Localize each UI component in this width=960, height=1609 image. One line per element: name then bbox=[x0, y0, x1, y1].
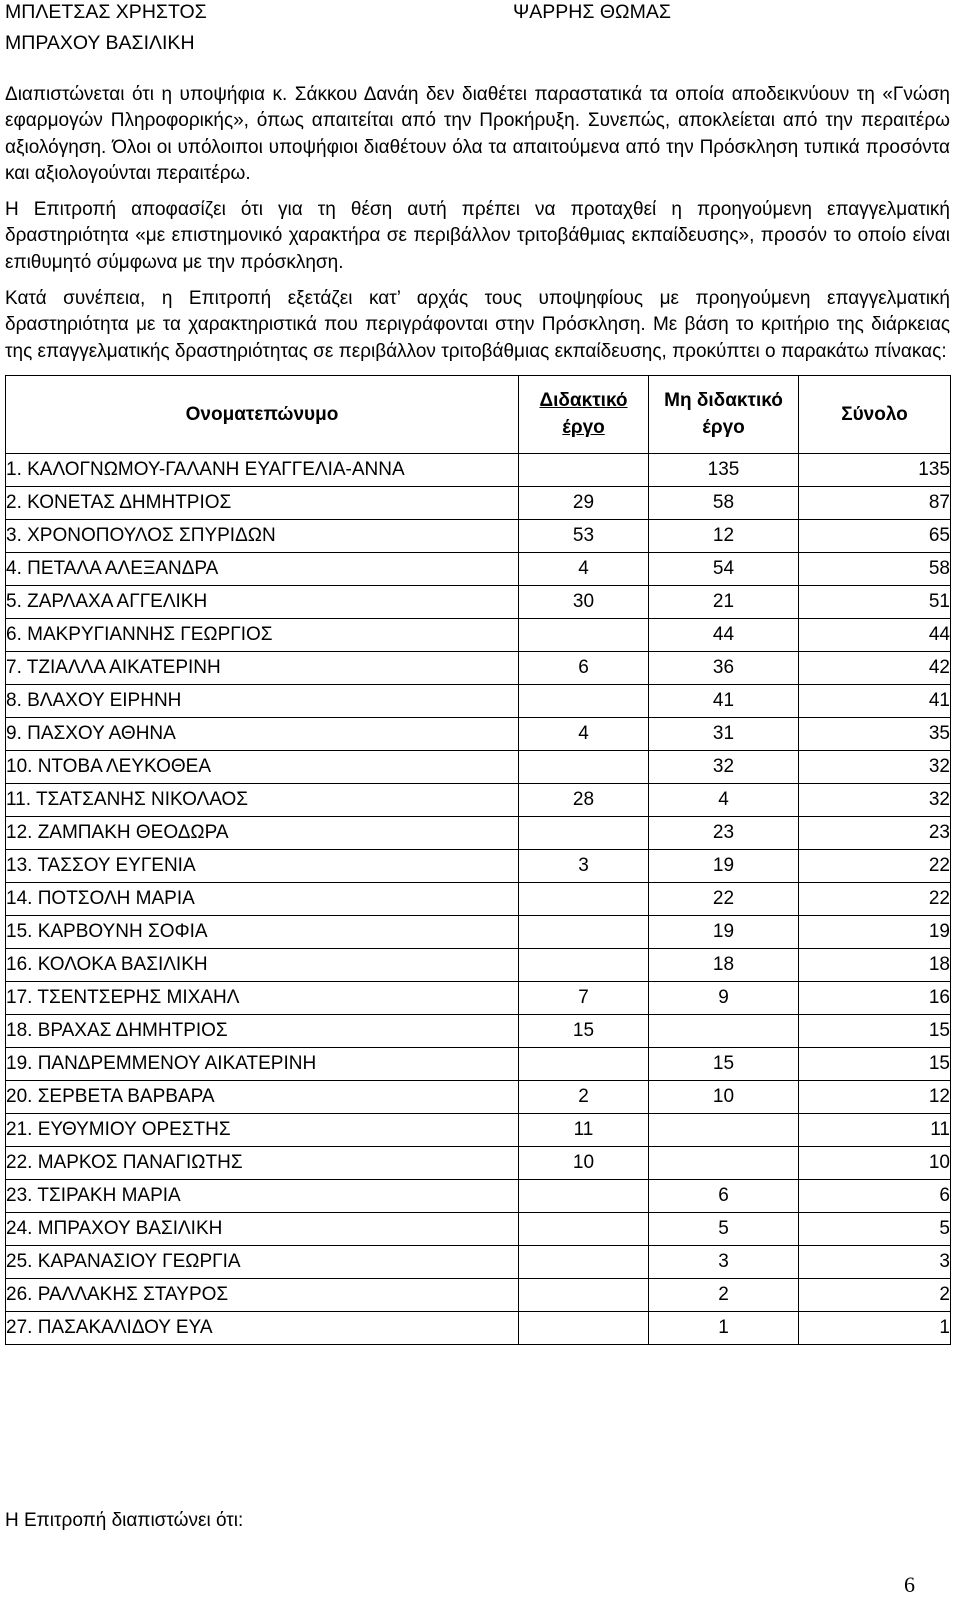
cell-non-teaching: 19 bbox=[649, 915, 799, 948]
document-body bbox=[5, 82, 950, 1345]
header-teaching-label: Διδακτικό έργο bbox=[539, 390, 628, 439]
cell-name: 23. ΤΣΙΡΑΚΗ ΜΑΡΙΑ bbox=[6, 1179, 519, 1212]
closing-line: Η Επιτροπή διαπιστώνει ότι: bbox=[5, 1510, 244, 1531]
cell-total: 87 bbox=[799, 486, 951, 519]
table-row bbox=[6, 1047, 951, 1080]
cell-total: 35 bbox=[799, 717, 951, 750]
cell-teaching: 6 bbox=[519, 651, 649, 684]
cell-teaching: 11 bbox=[519, 1113, 649, 1146]
cell-teaching bbox=[519, 816, 649, 849]
cell-name: 12. ΖΑΜΠΑΚΗ ΘΕΟΔΩΡΑ bbox=[6, 816, 519, 849]
cell-name: 19. ΠΑΝΔΡΕΜΜΕΝΟΥ ΑΙΚΑΤΕΡΙΝΗ bbox=[6, 1047, 519, 1080]
table-header-row bbox=[6, 375, 951, 453]
signatory-name: ΜΠΛΕΤΣΑΣ ΧΡΗΣΤΟΣ bbox=[5, 1, 207, 23]
cell-teaching bbox=[519, 1212, 649, 1245]
cell-total: 5 bbox=[799, 1212, 951, 1245]
cell-name: 9. ΠΑΣΧΟΥ ΑΘΗΝΑ bbox=[6, 717, 519, 750]
cell-name: 7. ΤΖΙΑΛΛΑ ΑΙΚΑΤΕΡΙΝΗ bbox=[6, 651, 519, 684]
table-body bbox=[6, 453, 951, 1344]
cell-teaching: 4 bbox=[519, 552, 649, 585]
header-non-teaching-label: Μη διδακτικό έργο bbox=[664, 390, 783, 439]
cell-total: 51 bbox=[799, 585, 951, 618]
cell-non-teaching: 58 bbox=[649, 486, 799, 519]
cell-non-teaching: 36 bbox=[649, 651, 799, 684]
cell-teaching: 10 bbox=[519, 1146, 649, 1179]
header-name: Ονοματεπώνυμο bbox=[6, 375, 519, 453]
cell-teaching bbox=[519, 618, 649, 651]
cell-name: 17. ΤΣΕΝΤΣΕΡΗΣ ΜΙΧΑΗΛ bbox=[6, 981, 519, 1014]
cell-total: 135 bbox=[799, 453, 951, 486]
cell-non-teaching: 10 bbox=[649, 1080, 799, 1113]
header-non-teaching bbox=[649, 375, 799, 453]
table-row bbox=[6, 1080, 951, 1113]
cell-non-teaching: 44 bbox=[649, 618, 799, 651]
cell-total: 16 bbox=[799, 981, 951, 1014]
cell-teaching bbox=[519, 684, 649, 717]
table-row bbox=[6, 1212, 951, 1245]
cell-non-teaching bbox=[649, 1146, 799, 1179]
table-row bbox=[6, 1014, 951, 1047]
cell-non-teaching bbox=[649, 1014, 799, 1047]
cell-non-teaching: 18 bbox=[649, 948, 799, 981]
cell-teaching: 29 bbox=[519, 486, 649, 519]
cell-teaching: 53 bbox=[519, 519, 649, 552]
cell-non-teaching: 2 bbox=[649, 1278, 799, 1311]
cell-name: 5. ΖΑΡΛΑΧΑ ΑΓΓΕΛΙΚΗ bbox=[6, 585, 519, 618]
table-row bbox=[6, 618, 951, 651]
cell-name: 27. ΠΑΣΑΚΑΛΙΔΟΥ ΕΥΑ bbox=[6, 1311, 519, 1344]
cell-teaching: 15 bbox=[519, 1014, 649, 1047]
cell-non-teaching: 32 bbox=[649, 750, 799, 783]
cell-non-teaching: 3 bbox=[649, 1245, 799, 1278]
table-row bbox=[6, 882, 951, 915]
cell-teaching: 30 bbox=[519, 585, 649, 618]
table-row bbox=[6, 585, 951, 618]
cell-name: 18. ΒΡΑΧΑΣ ΔΗΜΗΤΡΙΟΣ bbox=[6, 1014, 519, 1047]
cell-name: 16. ΚΟΛΟΚΑ ΒΑΣΙΛΙΚΗ bbox=[6, 948, 519, 981]
cell-total: 32 bbox=[799, 750, 951, 783]
cell-total: 44 bbox=[799, 618, 951, 651]
cell-teaching bbox=[519, 1179, 649, 1212]
signatory-name: ΨΑΡΡΗΣ ΘΩΜΑΣ bbox=[513, 1, 671, 23]
cell-non-teaching: 15 bbox=[649, 1047, 799, 1080]
cell-total: 19 bbox=[799, 915, 951, 948]
cell-teaching bbox=[519, 882, 649, 915]
cell-total: 1 bbox=[799, 1311, 951, 1344]
cell-teaching bbox=[519, 1311, 649, 1344]
cell-non-teaching: 12 bbox=[649, 519, 799, 552]
cell-total: 3 bbox=[799, 1245, 951, 1278]
cell-total: 65 bbox=[799, 519, 951, 552]
cell-total: 18 bbox=[799, 948, 951, 981]
cell-teaching: 28 bbox=[519, 783, 649, 816]
signatories-header bbox=[0, 0, 960, 60]
cell-name: 4. ΠΕΤΑΛΑ ΑΛΕΞΑΝΔΡΑ bbox=[6, 552, 519, 585]
paragraph-criteria: Κατά συνέπεια, η Επιτροπή εξετάζει κατ’ αρχάς τους υποψηφίους με προηγούμενη επαγγελματική δραστηριότητα με τα χαρακτηριστικά που περιγράφονται στην Πρόσκληση. Με βάση το κριτήριο της διάρκειας της επαγγελματικής δραστηριότητας σε περιβάλλον τριτοβάθμιας εκπαίδευσης, προκύπτει ο παρακάτω πίνακας: bbox=[5, 288, 950, 362]
cell-total: 15 bbox=[799, 1014, 951, 1047]
cell-total: 41 bbox=[799, 684, 951, 717]
cell-total: 6 bbox=[799, 1179, 951, 1212]
paragraph-exclusion: Διαπιστώνεται ότι η υποψήφια κ. Σάκκου Δανάη δεν διαθέτει παραστατικά τα οποία αποδεικνύουν τη «Γνώση εφαρμογών Πληροφορικής», όπως απαιτείται από την Προκήρυξη. Συνεπώς, αποκλείεται από την περαιτέρω αξιολόγηση. Όλοι οι υπόλοιποι υποψήφιοι διαθέτουν όλα τα απαιτούμενα από την Πρόσκληση τυπικά προσόντα και αξιολογούνται περαιτέρω. bbox=[5, 84, 950, 184]
cell-non-teaching: 23 bbox=[649, 816, 799, 849]
table-row bbox=[6, 948, 951, 981]
cell-name: 24. ΜΠΡΑΧΟΥ ΒΑΣΙΛΙΚΗ bbox=[6, 1212, 519, 1245]
table-row bbox=[6, 1278, 951, 1311]
cell-teaching bbox=[519, 750, 649, 783]
cell-name: 8. ΒΛΑΧΟΥ ΕΙΡΗΝΗ bbox=[6, 684, 519, 717]
cell-name: 14. ΠΟΤΣΟΛΗ ΜΑΡΙΑ bbox=[6, 882, 519, 915]
table-row bbox=[6, 552, 951, 585]
cell-non-teaching: 41 bbox=[649, 684, 799, 717]
cell-teaching: 3 bbox=[519, 849, 649, 882]
candidates-table bbox=[5, 375, 951, 1345]
cell-non-teaching: 135 bbox=[649, 453, 799, 486]
table-row bbox=[6, 651, 951, 684]
cell-name: 22. ΜΑΡΚΟΣ ΠΑΝΑΓΙΩΤΗΣ bbox=[6, 1146, 519, 1179]
cell-non-teaching: 22 bbox=[649, 882, 799, 915]
table-row bbox=[6, 1179, 951, 1212]
cell-name: 3. ΧΡΟΝΟΠΟΥΛΟΣ ΣΠΥΡΙΔΩΝ bbox=[6, 519, 519, 552]
table-row bbox=[6, 981, 951, 1014]
table-row bbox=[6, 1146, 951, 1179]
table-row bbox=[6, 849, 951, 882]
cell-teaching bbox=[519, 948, 649, 981]
cell-total: 12 bbox=[799, 1080, 951, 1113]
cell-teaching bbox=[519, 915, 649, 948]
cell-name: 15. ΚΑΡΒΟΥΝΗ ΣΟΦΙΑ bbox=[6, 915, 519, 948]
cell-total: 2 bbox=[799, 1278, 951, 1311]
cell-name: 2. ΚΟΝΕΤΑΣ ΔΗΜΗΤΡΙΟΣ bbox=[6, 486, 519, 519]
cell-name: 25. ΚΑΡΑΝΑΣΙΟΥ ΓΕΩΡΓΙΑ bbox=[6, 1245, 519, 1278]
table-row bbox=[6, 684, 951, 717]
cell-name: 10. ΝΤΟΒΑ ΛΕΥΚΟΘΕΑ bbox=[6, 750, 519, 783]
cell-total: 22 bbox=[799, 849, 951, 882]
cell-non-teaching: 5 bbox=[649, 1212, 799, 1245]
cell-non-teaching: 21 bbox=[649, 585, 799, 618]
page-number: 6 bbox=[904, 1572, 915, 1597]
cell-name: 20. ΣΕΡΒΕΤΑ ΒΑΡΒΑΡΑ bbox=[6, 1080, 519, 1113]
header-teaching bbox=[519, 375, 649, 453]
cell-non-teaching: 31 bbox=[649, 717, 799, 750]
cell-total: 15 bbox=[799, 1047, 951, 1080]
table-row bbox=[6, 717, 951, 750]
table-row bbox=[6, 816, 951, 849]
cell-non-teaching: 9 bbox=[649, 981, 799, 1014]
paragraph-decision: Η Επιτροπή αποφασίζει ότι για τη θέση αυτή πρέπει να προταχθεί η προηγούμενη επαγγελματική δραστηριότητα «με επιστημονικό χαρακτήρα σε περιβάλλον τριτοβάθμιας εκπαίδευσης», προσόν το οποίο είναι επιθυμητό σύμφωνα με την πρόσκληση. bbox=[5, 199, 950, 273]
cell-non-teaching: 1 bbox=[649, 1311, 799, 1344]
table-row bbox=[6, 783, 951, 816]
cell-teaching bbox=[519, 1278, 649, 1311]
cell-teaching bbox=[519, 1047, 649, 1080]
table-row bbox=[6, 453, 951, 486]
signatory-name: ΜΠΡΑΧΟΥ ΒΑΣΙΛΙΚΗ bbox=[5, 32, 195, 54]
cell-non-teaching: 54 bbox=[649, 552, 799, 585]
cell-teaching bbox=[519, 453, 649, 486]
table-row bbox=[6, 750, 951, 783]
cell-name: 1. ΚΑΛΟΓΝΩΜΟΥ-ΓΑΛΑΝΗ ΕΥΑΓΓΕΛΙΑ-ΑΝΝΑ bbox=[6, 453, 519, 486]
cell-total: 10 bbox=[799, 1146, 951, 1179]
cell-non-teaching: 6 bbox=[649, 1179, 799, 1212]
cell-non-teaching: 4 bbox=[649, 783, 799, 816]
table-row bbox=[6, 519, 951, 552]
cell-total: 22 bbox=[799, 882, 951, 915]
table-row bbox=[6, 1245, 951, 1278]
cell-name: 21. ΕΥΘΥΜΙΟΥ ΟΡΕΣΤΗΣ bbox=[6, 1113, 519, 1146]
cell-teaching bbox=[519, 1245, 649, 1278]
cell-name: 26. ΡΑΛΛΑΚΗΣ ΣΤΑΥΡΟΣ bbox=[6, 1278, 519, 1311]
table-row bbox=[6, 915, 951, 948]
cell-total: 58 bbox=[799, 552, 951, 585]
header-total: Σύνολο bbox=[799, 375, 951, 453]
cell-teaching: 4 bbox=[519, 717, 649, 750]
cell-total: 32 bbox=[799, 783, 951, 816]
table-row bbox=[6, 1113, 951, 1146]
cell-teaching: 7 bbox=[519, 981, 649, 1014]
cell-non-teaching: 19 bbox=[649, 849, 799, 882]
cell-name: 6. ΜΑΚΡΥΓΙΑΝΝΗΣ ΓΕΩΡΓΙΟΣ bbox=[6, 618, 519, 651]
table-row bbox=[6, 486, 951, 519]
cell-non-teaching bbox=[649, 1113, 799, 1146]
cell-total: 42 bbox=[799, 651, 951, 684]
cell-name: 11. ΤΣΑΤΣΑΝΗΣ ΝΙΚΟΛΑΟΣ bbox=[6, 783, 519, 816]
cell-name: 13. ΤΑΣΣΟΥ ΕΥΓΕΝΙΑ bbox=[6, 849, 519, 882]
cell-total: 11 bbox=[799, 1113, 951, 1146]
cell-teaching: 2 bbox=[519, 1080, 649, 1113]
table-row bbox=[6, 1311, 951, 1344]
cell-total: 23 bbox=[799, 816, 951, 849]
